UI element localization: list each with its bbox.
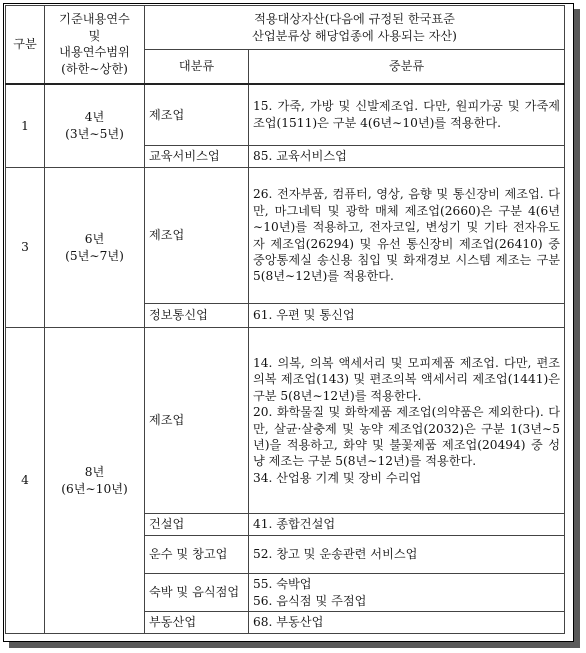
header-row — [6, 6, 565, 50]
major-category: 제조업 — [145, 168, 249, 304]
header-group: 구분 — [6, 6, 45, 84]
minor-category: 68. 부동산업 — [249, 612, 565, 634]
header-minor: 중분류 — [249, 50, 565, 84]
group-years — [45, 328, 145, 634]
minor-category — [249, 574, 565, 612]
group-number: 1 — [6, 84, 45, 168]
group-years — [45, 84, 145, 168]
asset-useful-life-table — [5, 5, 565, 634]
major-category: 교육서비스업 — [145, 146, 249, 168]
header-assets — [145, 6, 565, 50]
years-value: 6년 — [84, 232, 105, 247]
minor-item: 20. 화학물질 및 화학제품 제조업(의약품은 제외한다). 다만, 살균·살충제 및 농약 제조업(2032)은 구분 1(3년∼5년)을 적용하고, 화약 및 불꽃제품 제조업(20494) 중 성냥 제조는 구분 5(8년∼12년)를 적용한다. — [253, 405, 560, 469]
group-number: 3 — [6, 168, 45, 328]
header-years: 기준내용연수 — [59, 12, 130, 27]
table-row — [6, 328, 565, 514]
major-category: 운수 및 창고업 — [145, 536, 249, 574]
minor-category: 15. 가죽, 가방 및 신발제조업. 다만, 원피가공 및 가죽제조업(1511)은 구분 4(6년∼10년)를 적용한다. — [249, 84, 565, 146]
header-major: 대분류 — [145, 50, 249, 84]
minor-category: 85. 교육서비스업 — [249, 146, 565, 168]
group-years — [45, 168, 145, 328]
range-value: (5년∼7년) — [65, 248, 124, 263]
minor-item: 34. 산업용 기계 및 장비 수리업 — [253, 470, 422, 485]
header-range: 내용연수범위 — [59, 45, 130, 60]
major-category: 부동산업 — [145, 612, 249, 634]
range-value: (6년∼10년) — [61, 481, 128, 496]
minor-category — [249, 328, 565, 514]
group-number: 4 — [6, 328, 45, 634]
years-value: 8년 — [84, 465, 105, 480]
minor-item: 56. 음식점 및 주점업 — [253, 593, 367, 608]
major-category: 건설업 — [145, 514, 249, 536]
major-category: 숙박 및 음식점업 — [145, 574, 249, 612]
minor-category: 52. 창고 및 운송관련 서비스업 — [249, 536, 565, 574]
minor-category: 61. 우편 및 통신업 — [249, 304, 565, 328]
major-category: 정보통신업 — [145, 304, 249, 328]
minor-item: 14. 의복, 의복 액세서리 및 모피제품 제조업. 다만, 편조의복 제조업(143) 및 편조의복 액세서리 제조업(1441)은 구분 5(8년∼12년)를 적용한다. — [253, 355, 560, 403]
header-years-range — [45, 6, 145, 84]
header-assets-line1: 적용대상자산(다음에 규정된 한국표준 — [254, 12, 455, 27]
years-value: 4년 — [84, 110, 105, 125]
minor-item: 55. 숙박업 — [253, 577, 312, 592]
major-category: 제조업 — [145, 84, 249, 146]
minor-category: 41. 종합건설업 — [249, 514, 565, 536]
table-row — [6, 84, 565, 146]
header-assets-line2: 산업분류상 해당업종에 사용되는 자산) — [252, 28, 457, 43]
header-range-note: (하한∼상한) — [61, 61, 128, 76]
major-category: 제조업 — [145, 328, 249, 514]
minor-category: 26. 전자부품, 컴퓨터, 영상, 음향 및 통신장비 제조업. 다만, 마그네틱 및 광학 매체 제조업(2660)은 구분 4(6년∼10년)를 적용하고, 전자코일, 변성기 및 기타 전자유도자 제조업(26294) 및 유선 통신장비 제조업(26410) 중 중앙통제실 송신용 침입 및 화재경보 시스템 제조는 구분 5(8년∼12년)를 적용한다. — [249, 168, 565, 304]
range-value: (3년∼5년) — [65, 126, 124, 141]
header-and: 및 — [88, 28, 101, 43]
table-row — [6, 168, 565, 304]
